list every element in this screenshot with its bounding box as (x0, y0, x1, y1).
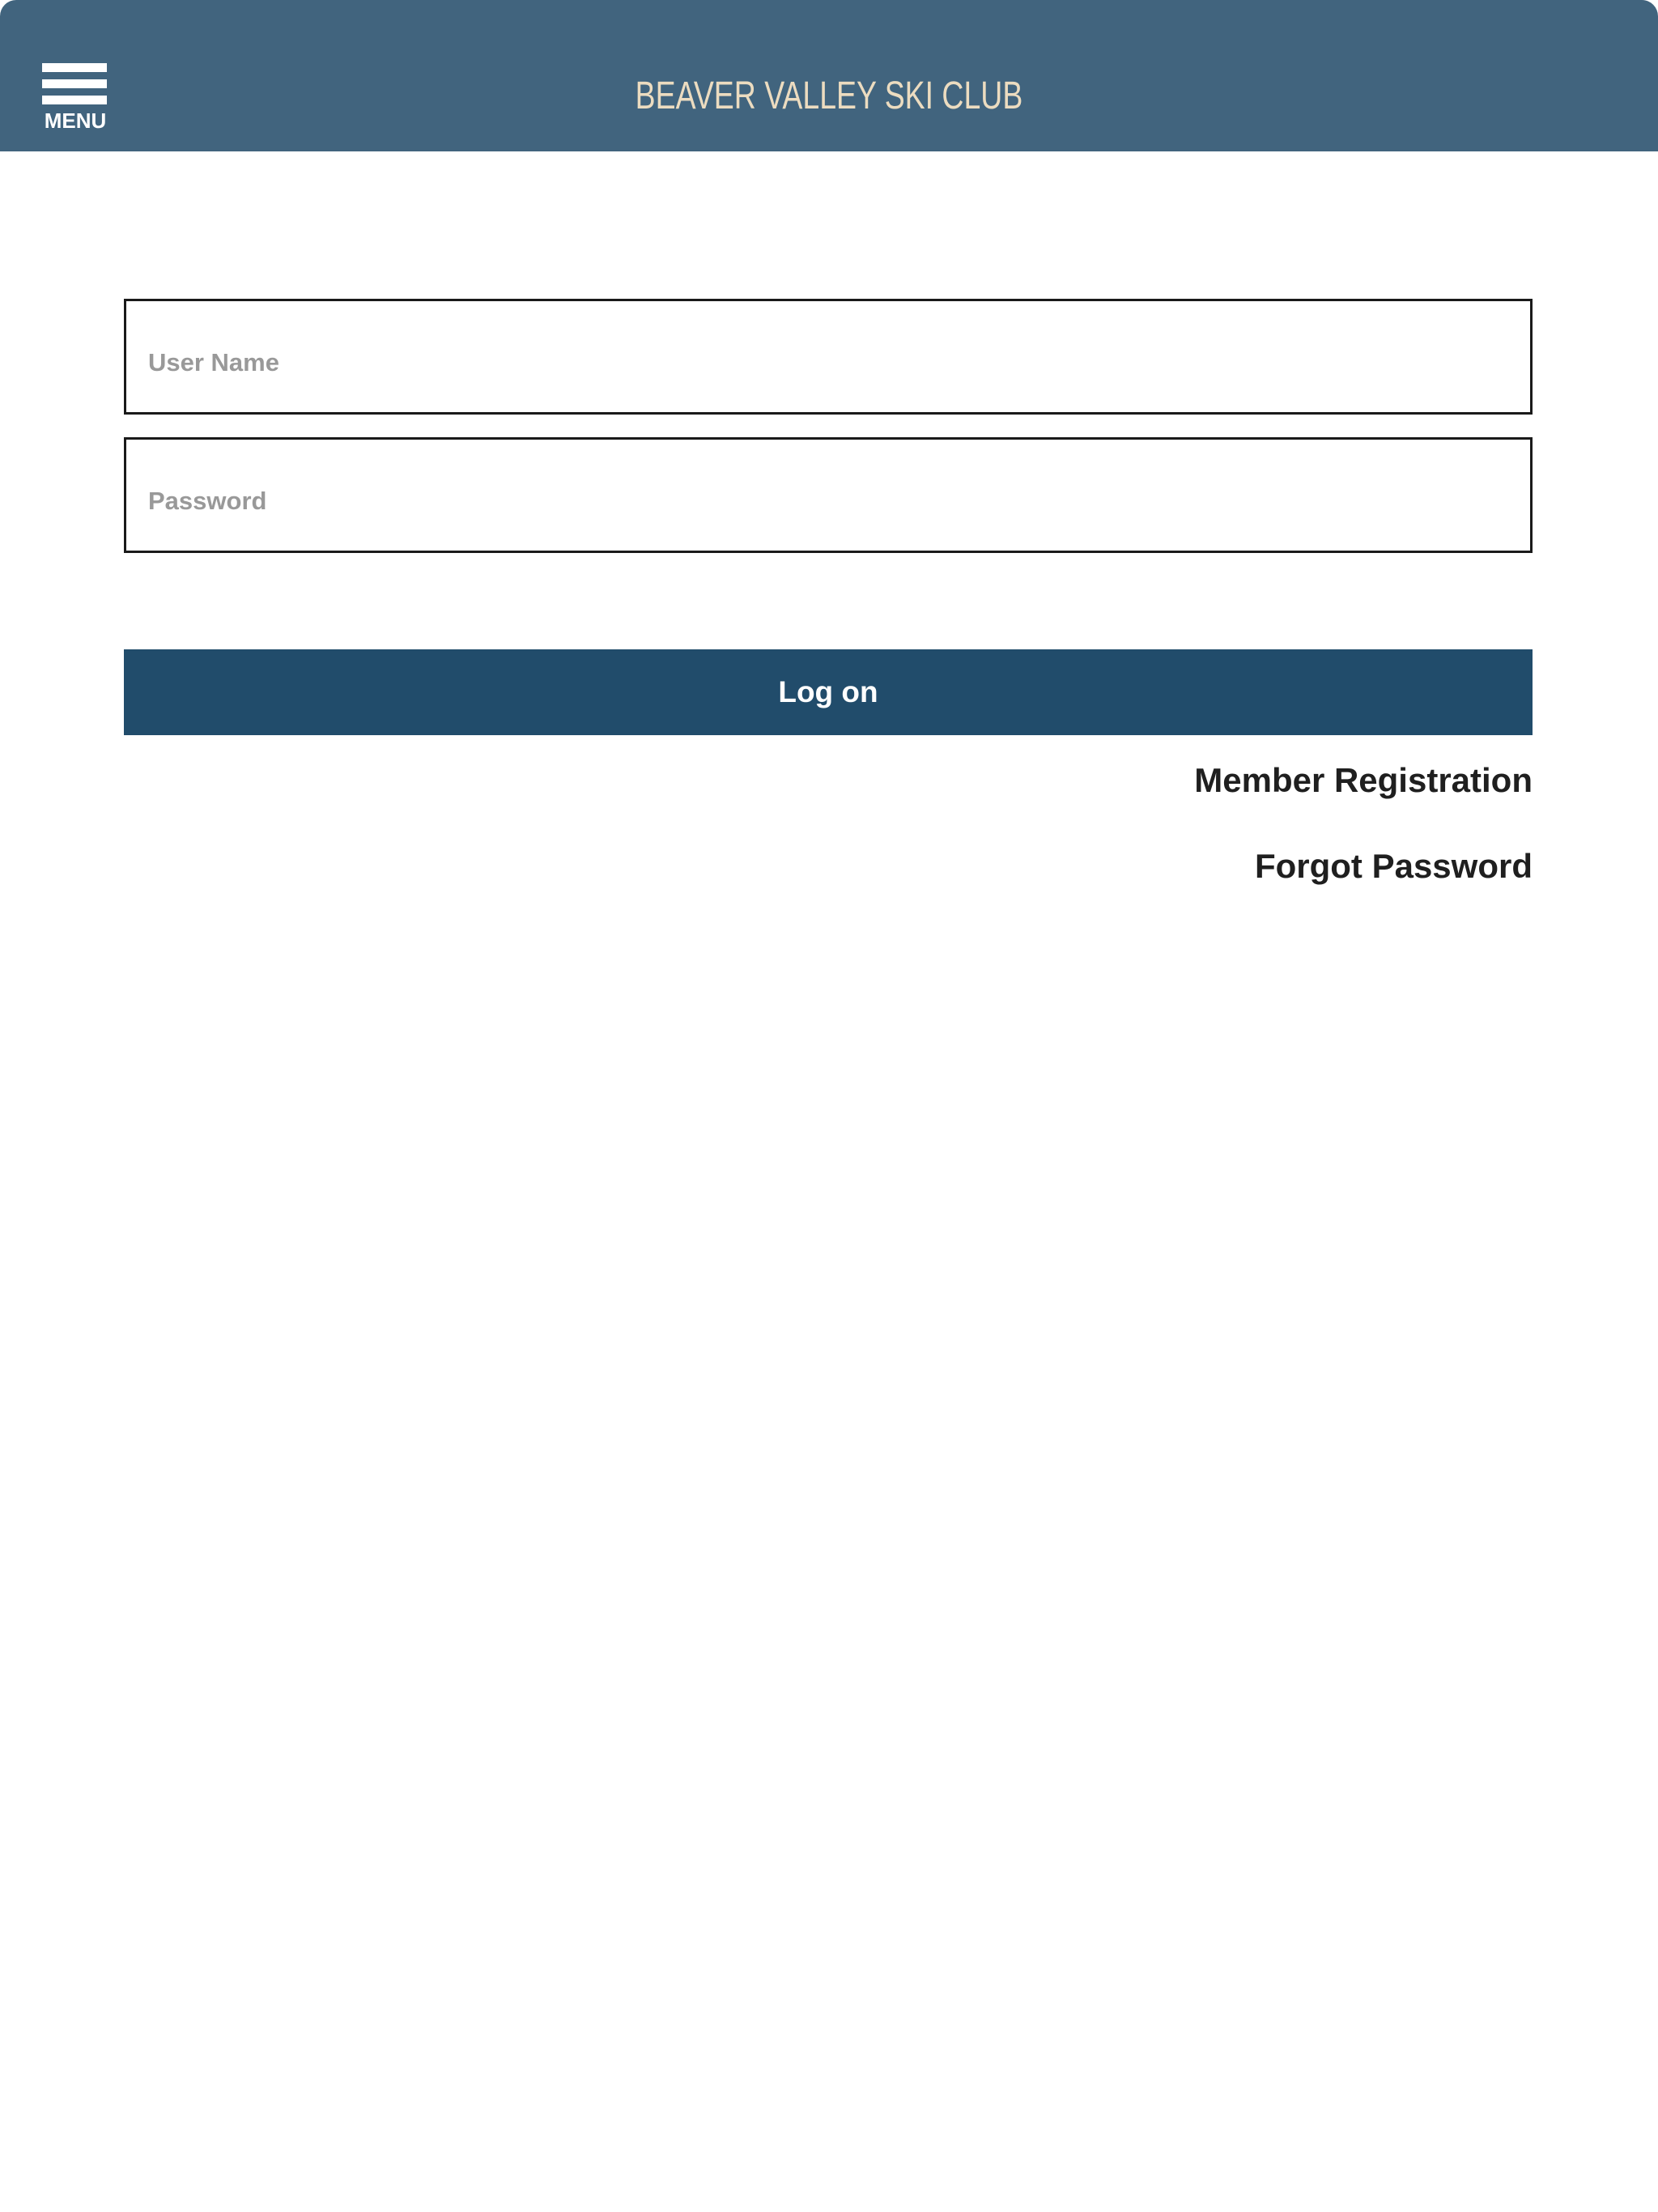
log-on-button[interactable]: Log on (124, 649, 1533, 735)
password-field[interactable] (124, 437, 1533, 553)
username-field[interactable] (124, 299, 1533, 415)
password-input[interactable] (126, 440, 1530, 551)
forgot-password-link[interactable]: Forgot Password (1254, 847, 1533, 885)
menu-button[interactable] (40, 62, 108, 134)
app-title: BEAVER VALLEY SKI CLUB (635, 74, 1023, 117)
top-bar (0, 0, 1658, 151)
hamburger-menu-icon (42, 63, 107, 108)
member-registration-link[interactable]: Member Registration (1194, 761, 1533, 799)
username-input[interactable] (126, 301, 1530, 412)
menu-label: MENU (44, 108, 107, 133)
